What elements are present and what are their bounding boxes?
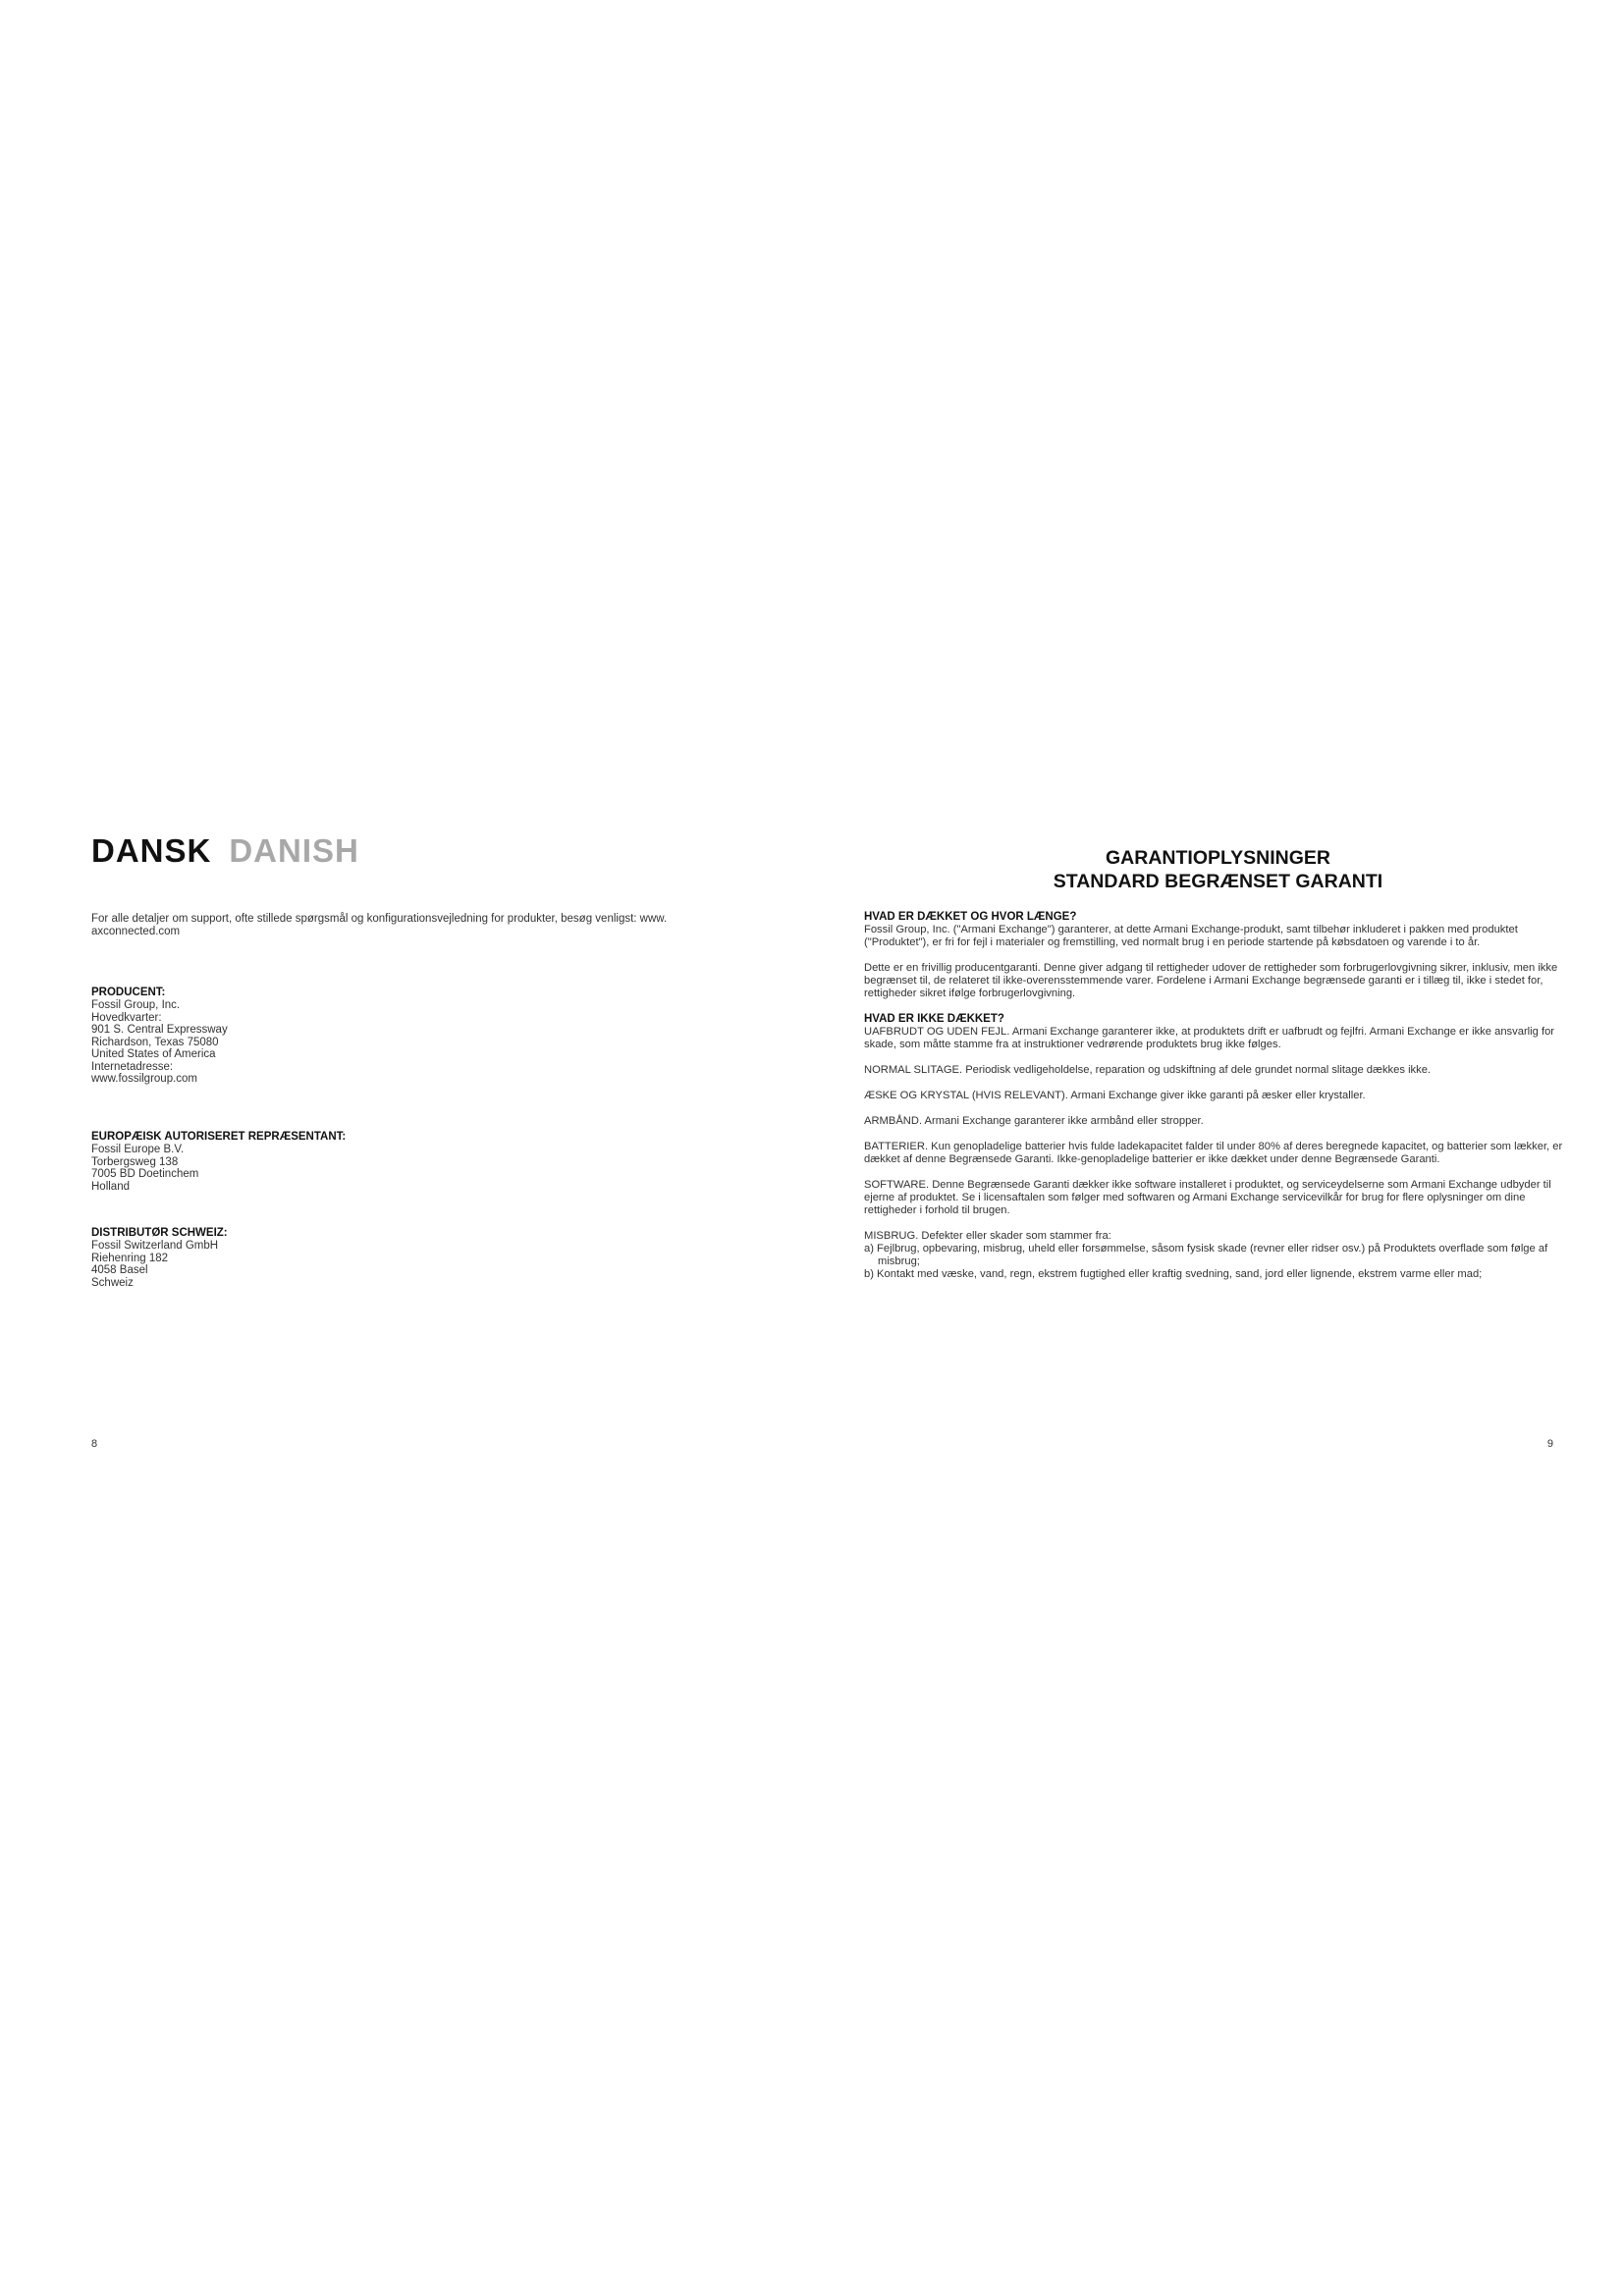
covered-heading: HVAD ER DÆKKET OG HVOR LÆNGE? [864,911,1077,923]
distributor-company: Fossil Switzerland GmbH [91,1240,219,1252]
producer-country: United States of America [91,1048,216,1060]
case-crystal-paragraph: ÆSKE OG KRYSTAL (HVIS RELEVANT). Armani Exchange giver ikke garanti på æsker eller krystaller. [864,1090,1366,1101]
software-paragraph: SOFTWARE. Denne Begrænsede Garanti dækker ikke software installeret i produktet, og serviceydelserne som Armani Exchange udbyder til ejerne af produktet. Se i licensaftalen som følger med softwaren og Armani Exchange servicevilkår for brug for flere oplysninger om dine rettigheder i forhold til brugen. [864,1179,1551,1216]
not-covered-heading: HVAD ER IKKE DÆKKET? [864,1013,1004,1025]
page-number-left: 8 [91,1438,98,1450]
page-number-right: 9 [1546,1438,1553,1450]
eu-representative-section [91,1131,484,1193]
language-title-english: DANISH [229,832,359,869]
support-intro-text: For alle detaljer om support, ofte stillede spørgsmål og konfigurationsvejledning for produkter, besøg venligst: www. [91,913,668,925]
producer-web-label: Internetadresse: [91,1060,174,1073]
covered-paragraph-2: Dette er en frivillig producentgaranti. Denne giver adgang til rettigheder udover de rettigheder som forbrugerlovgivning sikrer, inklusiv, men ikke begrænset til, de relateret til ikke-overensstemmende varer. Fordelene i Armani Exchange begrænsede garanti er i tillæg til, ikke i stedet for, rettigheder sikret ifølge forbrugerlovgivning. [864,962,1558,999]
distributor-country: Schweiz [91,1276,134,1289]
support-link[interactable]: axconnected.com [91,926,181,937]
language-heading [91,832,359,870]
eu-representative-street: Torbergsweg 138 [91,1155,179,1168]
producer-hq-label: Hovedkvarter: [91,1011,162,1024]
distributor-city: 4058 Basel [91,1264,148,1276]
producer-section [91,987,484,1086]
right-page [812,0,1624,2296]
eu-representative-city: 7005 BD Doetinchem [91,1168,199,1180]
distributor-section [91,1227,484,1289]
producer-city: Richardson, Texas 75080 [91,1036,219,1048]
producer-website-link[interactable]: www.fossilgroup.com [91,1073,198,1085]
distributor-street: Riehenring 182 [91,1252,169,1264]
support-intro [91,913,739,938]
producer-title: PRODUCENT: [91,987,166,998]
language-title-danish: DANSK [91,832,212,869]
uninterrupted-paragraph: UAFBRUDT OG UDEN FEJL. Armani Exchange garanterer ikke, at produktets drift er uafbrudt og fejlfri. Armani Exchange er ikke ansvarlig for skade, som måtte stamme fra at instruktioner vedrørende produktets brug ikke følges. [864,1026,1555,1050]
eu-representative-title: EUROPÆISK AUTORISERET REPRÆSENTANT: [91,1131,347,1143]
covered-paragraph-1: Fossil Group, Inc. ("Armani Exchange") garanterer, at dette Armani Exchange-produkt, samt tilbehør inkluderet i pakken med produktet ("Produktet"), er fri for fejl i materialer og fremstilling, ved normalt brug i en periode startende på købsdatoen og varende i to år. [864,924,1518,948]
warranty-body [864,911,1571,1281]
misuse-item-b: b) Kontakt med væske, vand, regn, ekstrem fugtighed eller kraftig svedning, sand, jord eller lignende, ekstrem varme eller mad; [864,1268,1483,1280]
producer-company: Fossil Group, Inc. [91,999,181,1011]
distributor-title: DISTRIBUTØR SCHWEIZ: [91,1227,228,1239]
eu-representative-company: Fossil Europe B.V. [91,1144,185,1155]
producer-street: 901 S. Central Expressway [91,1024,228,1036]
normal-wear-paragraph: NORMAL SLITAGE. Periodisk vedligeholdelse, reparation og udskiftning af dele grundet normal slitage dækkes ikke. [864,1064,1432,1076]
eu-representative-country: Holland [91,1180,130,1193]
misuse-intro: MISBRUG. Defekter eller skader som stammer fra: [864,1230,1111,1242]
bracelet-paragraph: ARMBÅND. Armani Exchange garanterer ikke armbånd eller stropper. [864,1115,1204,1127]
misuse-item-a: a) Fejlbrug, opbevaring, misbrug, uheld eller forsømmelse, såsom fysisk skade (revner eller ridser osv.) på Produktets overflade som følge af misbrug; [864,1243,1548,1267]
batteries-paragraph: BATTERIER. Kun genopladelige batterier hvis fulde ladekapacitet falder til under 80% af deres beregnede kapacitet, og batterier som lækker, er dækket af denne Begrænsede Garanti. Ikke-genopladelige batterier er ikke dækket under denne Begrænsede Garanti. [864,1141,1563,1165]
warranty-title: GARANTIOPLYSNINGER [1106,847,1330,869]
warranty-subtitle: STANDARD BEGRÆNSET GARANTI [1053,871,1383,892]
